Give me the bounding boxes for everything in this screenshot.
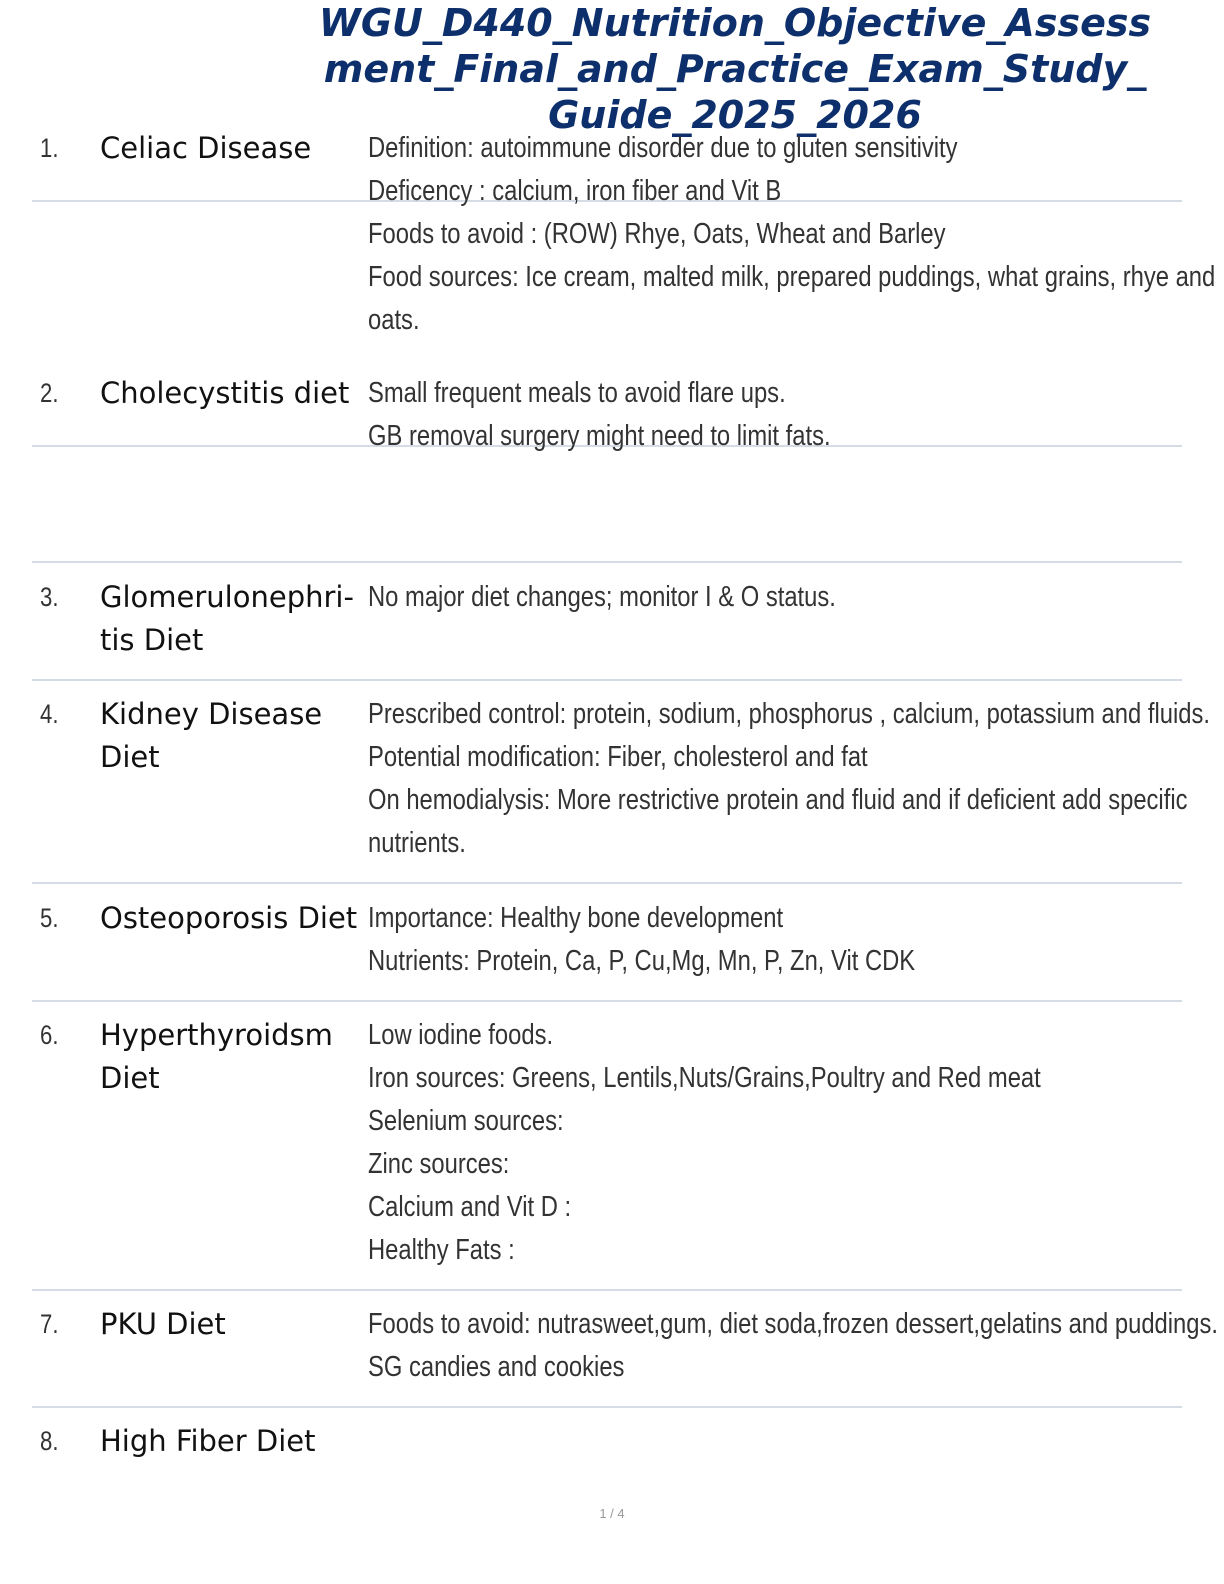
definition-line: Food sources: Ice cream, malted milk, prepared puddings, what grains, rhye and [368,261,1216,293]
card-term: Osteoporosis Diet [100,901,358,935]
flashcard-row [32,897,1182,1002]
card-number: 5. [40,903,59,933]
definition-line: No major diet changes; monitor I & O status. [368,581,836,613]
card-term: Hyperthyroidsm Diet [100,1018,333,1095]
definition-line: On hemodialysis: More restrictive protein and fluid and if deficient add specific [368,784,1188,816]
definition-line: Healthy Fats : [368,1234,515,1266]
definition-line: Foods to avoid: nutrasweet,gum, diet soda,frozen dessert,gelatins and puddings. [368,1308,1219,1340]
definition-line: Zinc sources: [368,1148,510,1180]
flashcard-row [32,127,1216,336]
definition-line: Calcium and Vit D : [368,1191,572,1223]
flashcard-row [32,576,1182,681]
definition-line: Foods to avoid : (ROW) Rhye, Oats, Wheat and Barley [368,218,946,250]
flashcard-row [32,1303,1219,1408]
definition-line: Low iodine foods. [368,1019,554,1051]
card-definition [368,897,1155,983]
card-term: PKU Diet [100,1307,226,1341]
title-line: Guide_2025_2026 [548,93,922,137]
flashcard-row [32,372,1182,452]
page-indicator: 1 / 4 [599,1506,625,1521]
definition-line: Iron sources: Greens, Lentils,Nuts/Grains,Poultry and Red meat [368,1062,1041,1094]
flashcard-row [32,1014,1182,1291]
card-definition [368,576,1155,619]
flashcard-row [32,693,1210,884]
card-number: 1. [40,133,59,163]
divider [32,561,1182,563]
definition-line: Potential modification: Fiber, cholesterol and fat [368,741,868,773]
card-number: 3. [40,582,59,612]
card-term: High Fiber Diet [100,1424,316,1458]
card-term: Kidney Disease Diet [100,697,323,774]
definition-line: Selenium sources: [368,1105,564,1137]
card-term: Glomerulonephri- tis Diet [100,580,354,657]
card-number: 4. [40,699,59,729]
card-number: 2. [40,378,59,408]
definition-line: Deficency : calcium, iron fiber and Vit B [368,175,782,207]
card-definition [368,1014,1155,1272]
card-definition [368,127,1216,342]
definition-line: Prescribed control: protein, sodium, phosphorus , calcium, potassium and fluids. [368,698,1210,730]
definition-line: oats. [368,304,420,336]
flashcard-row [32,1420,1182,1470]
document-title [300,0,1170,138]
definition-line: GB removal surgery might need to limit fats. [368,420,831,452]
title-line: WGU_D440_Nutrition_Objective_Assess [318,1,1152,45]
card-definition [368,693,1210,865]
card-definition [368,372,1155,458]
definition-line: Importance: Healthy bone development [368,902,784,934]
card-term: Celiac Disease [100,131,312,165]
definition-line: Nutrients: Protein, Ca, P, Cu,Mg, Mn, P, Zn, Vit CDK [368,945,916,977]
definition-line: Small frequent meals to avoid flare ups. [368,377,786,409]
definition-line: Definition: autoimmune disorder due to gluten sensitivity [368,132,958,164]
definition-line: nutrients. [368,827,466,859]
card-number: 8. [40,1426,59,1456]
card-number: 6. [40,1020,59,1050]
card-number: 7. [40,1309,59,1339]
definition-line: SG candies and cookies [368,1351,625,1383]
title-line: ment_Final_and_Practice_Exam_Study_ [323,47,1147,91]
card-definition [368,1303,1219,1389]
card-term: Cholecystitis diet [100,376,350,410]
